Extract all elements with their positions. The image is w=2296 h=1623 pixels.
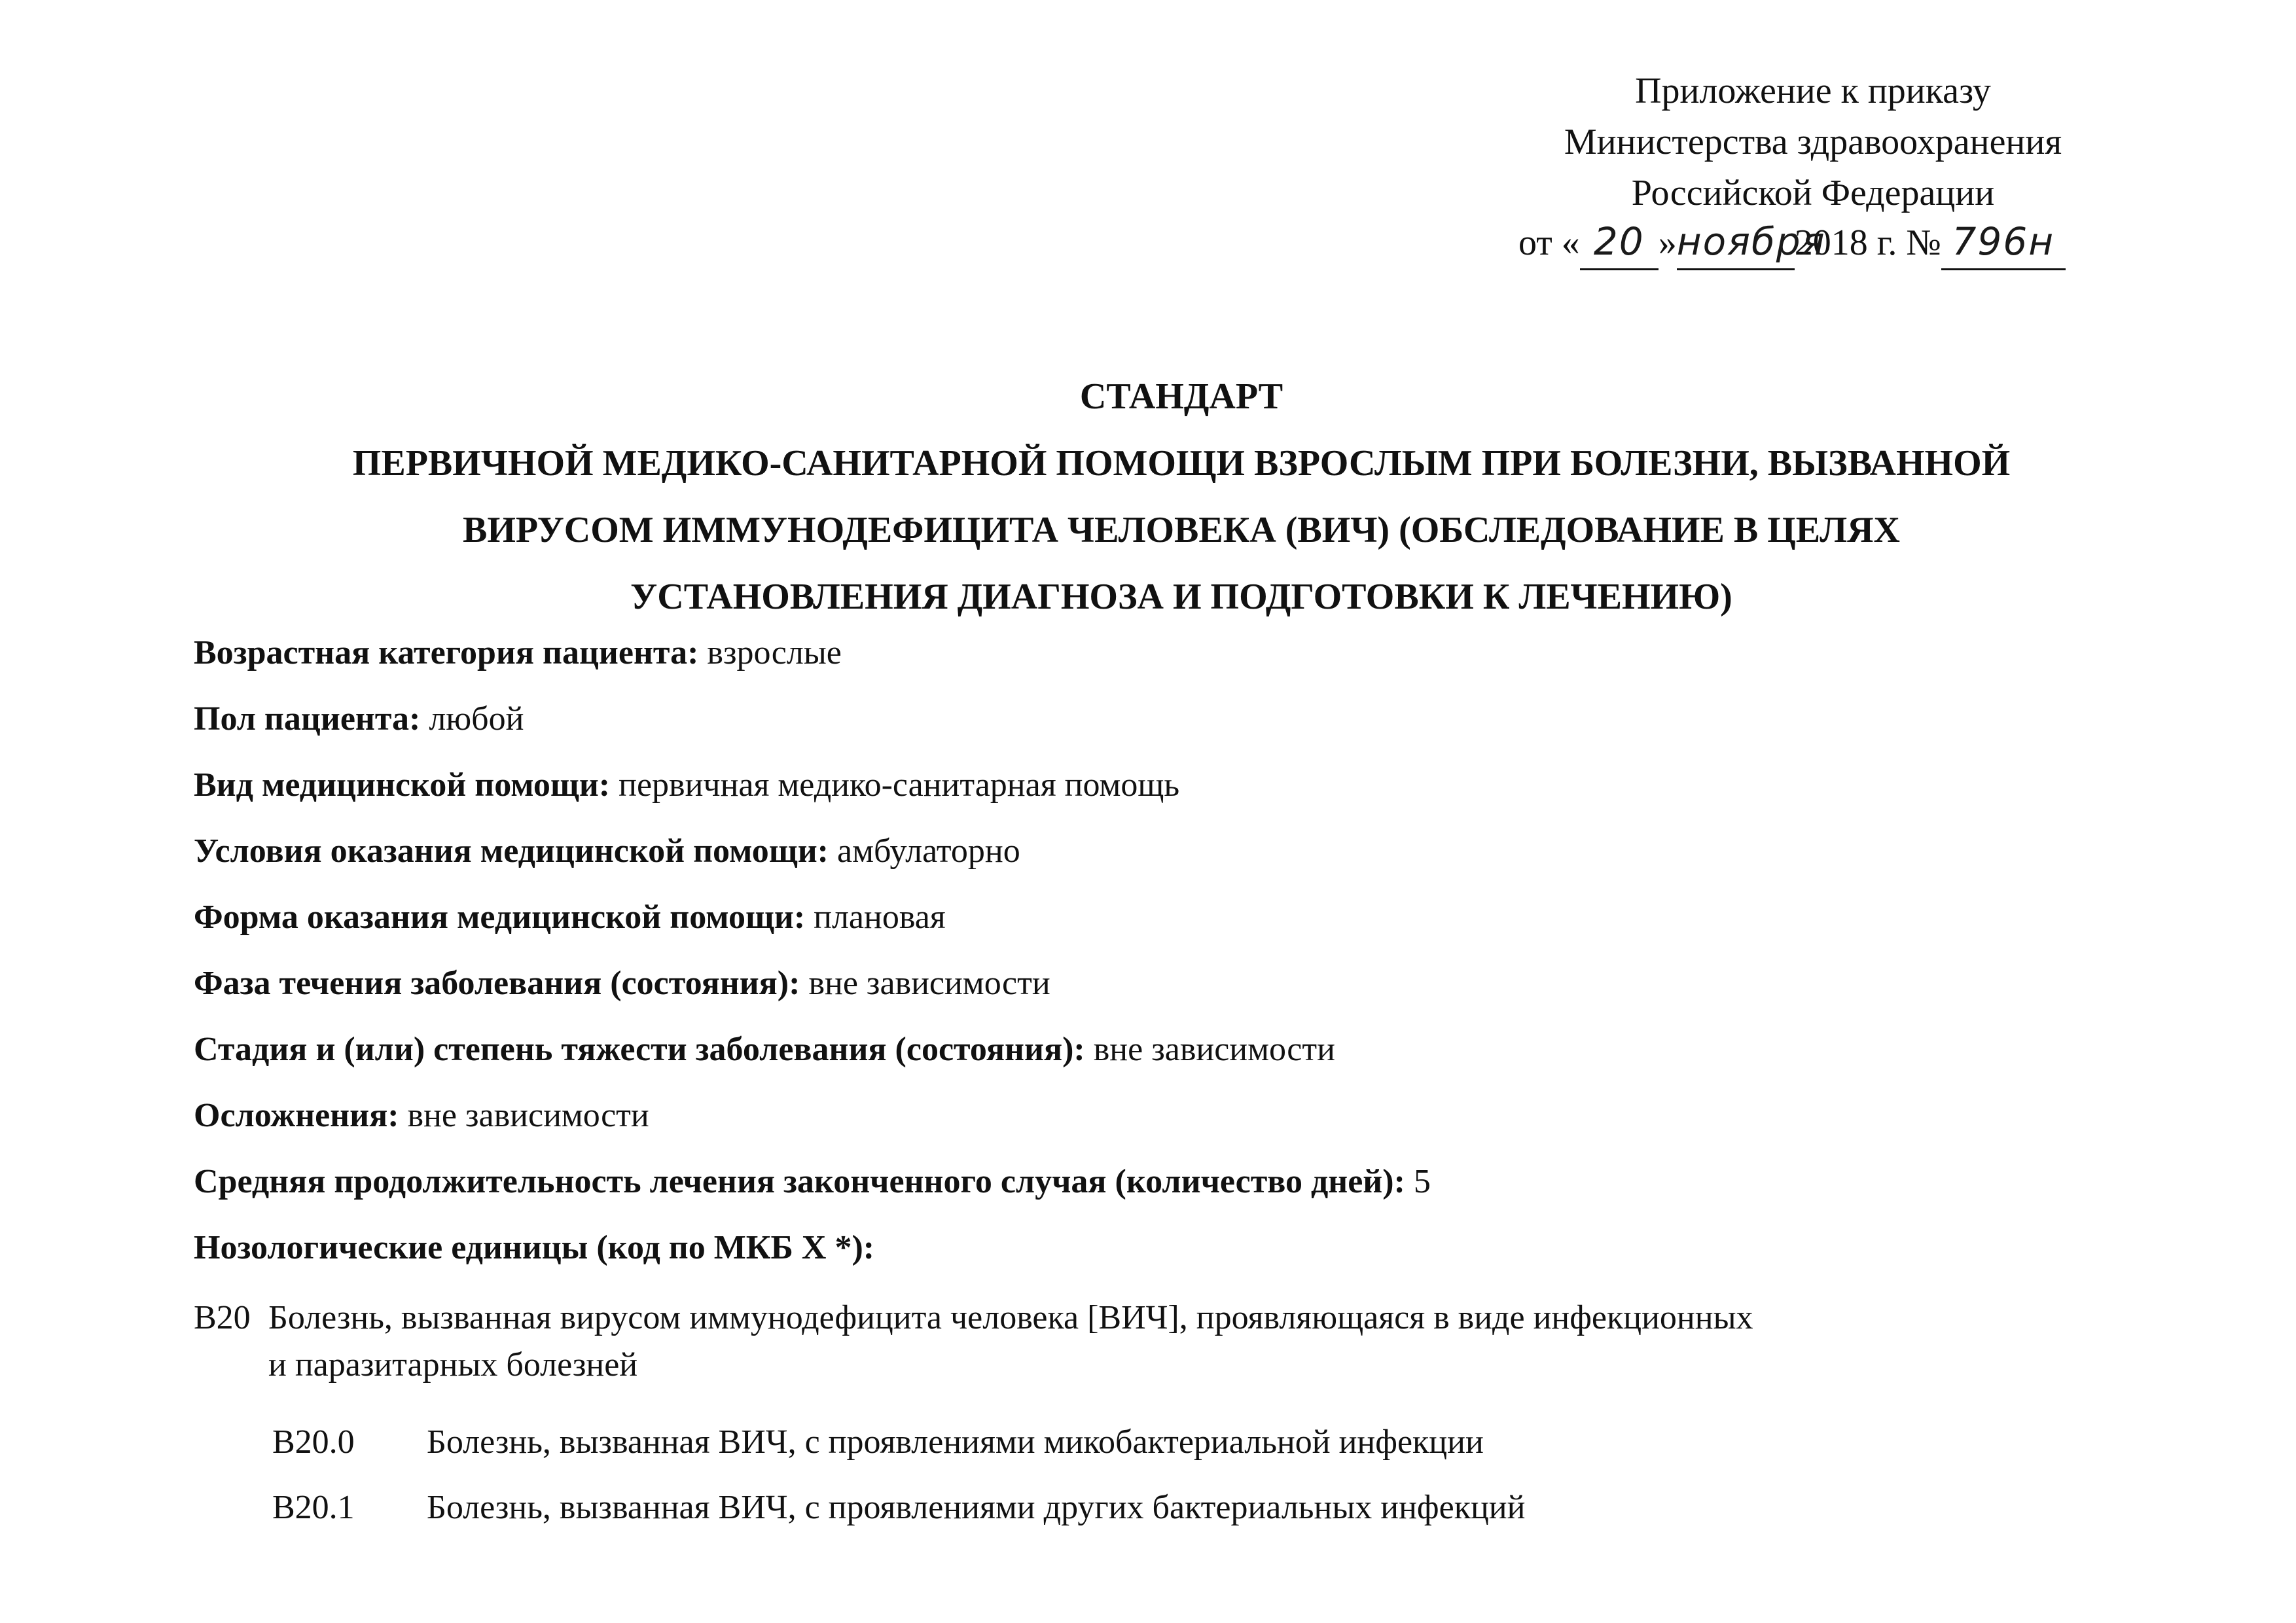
field-label: Форма оказания медицинской помощи: bbox=[194, 899, 806, 936]
icd-code: B20 bbox=[194, 1299, 251, 1336]
field-disease-phase bbox=[194, 957, 2157, 1024]
field-value: вне зависимости bbox=[1085, 1031, 1335, 1068]
field-care-conditions bbox=[194, 825, 2157, 891]
document-title bbox=[196, 363, 2166, 630]
order-month-field bbox=[1676, 216, 1826, 270]
field-value: любой bbox=[420, 700, 524, 738]
icd-subcode-description: Болезнь, вызванная ВИЧ, с проявлениями микобактериальной инфекции bbox=[427, 1423, 1484, 1461]
title-line-4: УСТАНОВЛЕНИЯ ДИАГНОЗА И ПОДГОТОВКИ К ЛЕЧЕНИЮ) bbox=[630, 577, 1732, 617]
field-value: 5 bbox=[1405, 1163, 1431, 1200]
icd-code-b20-1 bbox=[272, 1484, 1525, 1531]
field-label: Нозологические единицы (код по МКБ X *): bbox=[194, 1229, 875, 1266]
order-quote-close: » bbox=[1658, 223, 1677, 263]
title-line-3: ВИРУСОМ ИММУНОДЕФИЦИТА ЧЕЛОВЕКА (ВИЧ) (ОБСЛЕДОВАНИЕ В ЦЕЛЯХ bbox=[462, 510, 1900, 550]
field-sex bbox=[194, 693, 2157, 759]
field-value: амбулаторно bbox=[828, 832, 1020, 870]
field-label: Средняя продолжительность лечения законченного случая (количество дней): bbox=[194, 1163, 1405, 1200]
field-label: Возрастная категория пациента: bbox=[194, 634, 699, 671]
order-number-field bbox=[1941, 216, 2066, 270]
order-year-text: 2018 г. № bbox=[1794, 223, 1941, 263]
field-value: взрослые bbox=[698, 634, 842, 671]
appendix-line-2: Министерства здравоохранения bbox=[1564, 122, 2062, 162]
order-month-handwritten: ноября bbox=[1676, 219, 1826, 264]
appendix-line-1: Приложение к приказу bbox=[1635, 71, 1991, 111]
field-value: плановая bbox=[805, 899, 946, 936]
field-label: Осложнения: bbox=[194, 1097, 399, 1134]
order-prefix: от « bbox=[1518, 223, 1580, 263]
appendix-header bbox=[1466, 65, 2160, 219]
standard-fields bbox=[194, 627, 2157, 1288]
appendix-line-3: Российской Федерации bbox=[1631, 173, 1995, 213]
icd-description-line-2: и паразитарных болезней bbox=[268, 1346, 638, 1383]
icd-subcode-description: Болезнь, вызванная ВИЧ, с проявлениями других бактериальных инфекций bbox=[427, 1489, 1526, 1526]
field-age-category bbox=[194, 627, 2157, 693]
icd-description bbox=[268, 1294, 2026, 1389]
field-disease-stage bbox=[194, 1024, 2157, 1090]
order-number-handwritten: 796н bbox=[1952, 219, 2055, 264]
title-line-1: СТАНДАРТ bbox=[1079, 376, 1283, 417]
icd-code-b20-0 bbox=[272, 1419, 1484, 1466]
field-care-type bbox=[194, 759, 2157, 825]
field-care-form bbox=[194, 891, 2157, 957]
field-label: Вид медицинской помощи: bbox=[194, 766, 611, 804]
icd-code-b20 bbox=[194, 1294, 2026, 1389]
field-label: Стадия и (или) степень тяжести заболевания (состояния): bbox=[194, 1031, 1085, 1068]
field-label: Фаза течения заболевания (состояния): bbox=[194, 965, 800, 1002]
order-date-number bbox=[1518, 216, 2066, 270]
field-label: Условия оказания медицинской помощи: bbox=[194, 832, 829, 870]
title-line-2: ПЕРВИЧНОЙ МЕДИКО-САНИТАРНОЙ ПОМОЩИ ВЗРОСЛЫМ ПРИ БОЛЕЗНИ, ВЫЗВАННОЙ bbox=[352, 443, 2011, 484]
order-day-field bbox=[1580, 216, 1659, 270]
field-treatment-duration bbox=[194, 1156, 2157, 1222]
field-value: первичная медико-санитарная помощь bbox=[610, 766, 1180, 804]
icd-subcode: B20.0 bbox=[272, 1423, 355, 1461]
field-label: Пол пациента: bbox=[194, 700, 421, 738]
field-value: вне зависимости bbox=[800, 965, 1050, 1002]
field-nosological-units bbox=[194, 1222, 2157, 1288]
field-complications bbox=[194, 1090, 2157, 1156]
icd-subcode: B20.1 bbox=[272, 1489, 355, 1526]
order-day-handwritten: 20 bbox=[1593, 219, 1645, 264]
icd-description-line-1: Болезнь, вызванная вирусом иммунодефицита человека [ВИЧ], проявляющаяся в виде инфекционных bbox=[268, 1299, 1753, 1336]
field-value: вне зависимости bbox=[399, 1097, 649, 1134]
